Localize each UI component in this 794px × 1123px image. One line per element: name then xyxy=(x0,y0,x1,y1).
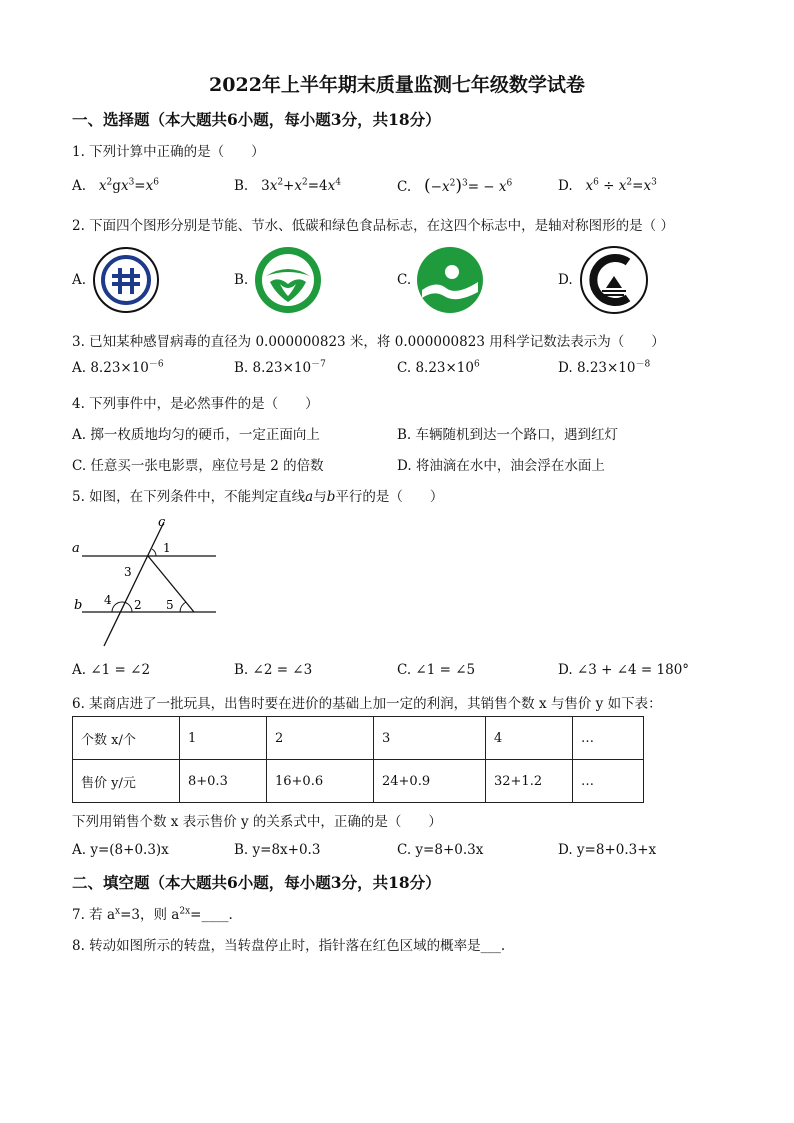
low-carbon-logo xyxy=(416,246,484,314)
q5-option-d: D. ∠3 + ∠4 = 180° xyxy=(558,662,690,678)
q1-option-b: B. $3x^2+x^2=4x^4$ xyxy=(234,177,341,194)
label-c: c xyxy=(158,515,166,530)
q6-table xyxy=(72,716,644,803)
energy-saving-logo xyxy=(92,246,160,314)
q2-label-d: D. xyxy=(558,272,573,288)
q2-label-b: B. xyxy=(234,272,249,288)
section-2-heading: 二、填空题（本大题共6小题，每小题3分，共18分） xyxy=(72,873,441,892)
q6-option-a: A. y=(8+0.3)x xyxy=(72,842,169,858)
table-cell: 个数 x/个 xyxy=(73,717,180,760)
q2-stem: 2. 下面四个图形分别是节能、节水、低碳和绿色食品标志，在这四个标志中，是轴对称图形的是（ ） xyxy=(72,218,674,234)
table-cell: 1 xyxy=(180,717,267,760)
q6-stem: 6. 某商店进了一批玩具，出售时要在进价的基础上加一定的利润，其销售个数 x 与售价 y 如下表： xyxy=(72,696,662,712)
table-cell: 8+0.3 xyxy=(180,760,267,803)
q2-label-c: C. xyxy=(397,272,412,288)
table-cell: 32+1.2 xyxy=(486,760,573,803)
q6-option-b: B. y=8x+0.3 xyxy=(234,842,321,858)
water-saving-logo xyxy=(254,246,322,314)
q3-option-c: C. $8.23\times 10^6$ xyxy=(397,359,480,376)
q4-stem: 4. 下列事件中，是必然事件的是（ ） xyxy=(72,396,319,412)
angle-4: 4 xyxy=(104,593,112,607)
q3-stem: 3. 已知某种感冒病毒的直径为 0.000000823 米，将 0.000000823 用科学记数法表示为（ ） xyxy=(72,334,665,350)
q4-option-d: D. 将油滴在水中，油会浮在水面上 xyxy=(397,458,605,474)
table-cell: 售价 y/元 xyxy=(73,760,180,803)
q4-option-a: A. 掷一枚质地均匀的硬币，一定正面向上 xyxy=(72,427,320,443)
table-row xyxy=(73,717,644,760)
page-title: 2022年上半年期末质量监测七年级数学试卷 xyxy=(209,74,585,96)
q5-figure xyxy=(68,512,228,652)
q4-option-c: C. 任意买一张电影票，座位号是 2 的倍数 xyxy=(72,458,324,474)
q6-option-d: D. y=8+0.3+x xyxy=(558,842,657,858)
q1-option-a: A. $x^2gx^3=x^6$ xyxy=(72,177,159,194)
q3-option-a: A. $8.23\times 10^{-6}$ xyxy=(72,359,164,376)
q3-option-b: B. $8.23\times 10^{-7}$ xyxy=(234,359,326,376)
q2-label-a: A. xyxy=(72,272,87,288)
q1-stem: 1. 下列计算中正确的是（ ） xyxy=(72,144,265,160)
q6-option-c: C. y=8+0.3x xyxy=(397,842,484,858)
angle-3: 3 xyxy=(124,565,132,579)
angle-1: 1 xyxy=(163,541,171,555)
q6-followup: 下列用销售个数 x 表示售价 y 的关系式中，正确的是（ ） xyxy=(72,814,442,830)
section-1-heading: 一、选择题（本大题共6小题，每小题3分，共18分） xyxy=(72,110,441,129)
table-cell: 2 xyxy=(267,717,374,760)
table-cell: 24+0.9 xyxy=(374,760,486,803)
q1-option-c: C. $(-x^2)^3= - x^6$ xyxy=(397,176,513,196)
q4-option-b: B. 车辆随机到达一个路口，遇到红灯 xyxy=(397,427,619,443)
table-cell: 16+0.6 xyxy=(267,760,374,803)
q5-option-b: B. ∠2 = ∠3 xyxy=(234,662,313,678)
table-cell: … xyxy=(573,760,644,803)
angle-5: 5 xyxy=(166,598,174,612)
table-cell: 4 xyxy=(486,717,573,760)
line-c xyxy=(104,522,164,646)
table-cell: … xyxy=(573,717,644,760)
label-a: a xyxy=(72,541,80,556)
label-b: b xyxy=(74,598,83,613)
q5-stem: 5. 如图，在下列条件中，不能判定直线a与b平行的是（ ） xyxy=(72,489,444,505)
q8-stem: 8. 转动如图所示的转盘，当转盘停止时，指针落在红色区域的概率是___. xyxy=(72,938,506,954)
table-cell: 3 xyxy=(374,717,486,760)
angle-2: 2 xyxy=(134,598,142,612)
q5-option-c: C. ∠1 = ∠5 xyxy=(397,662,476,678)
table-row xyxy=(73,760,644,803)
q3-option-d: D. $8.23\times 10^{-8}$ xyxy=(558,359,651,376)
q5-option-a: A. ∠1 = ∠2 xyxy=(72,662,151,678)
q7-stem: 7. 若 $a^x=3$，则 $a^{2x}=\_\_\_\_$. xyxy=(72,906,233,923)
green-food-logo xyxy=(580,246,648,314)
q1-option-d: D. $x^6 \div x^2=x^3$ xyxy=(558,177,657,194)
